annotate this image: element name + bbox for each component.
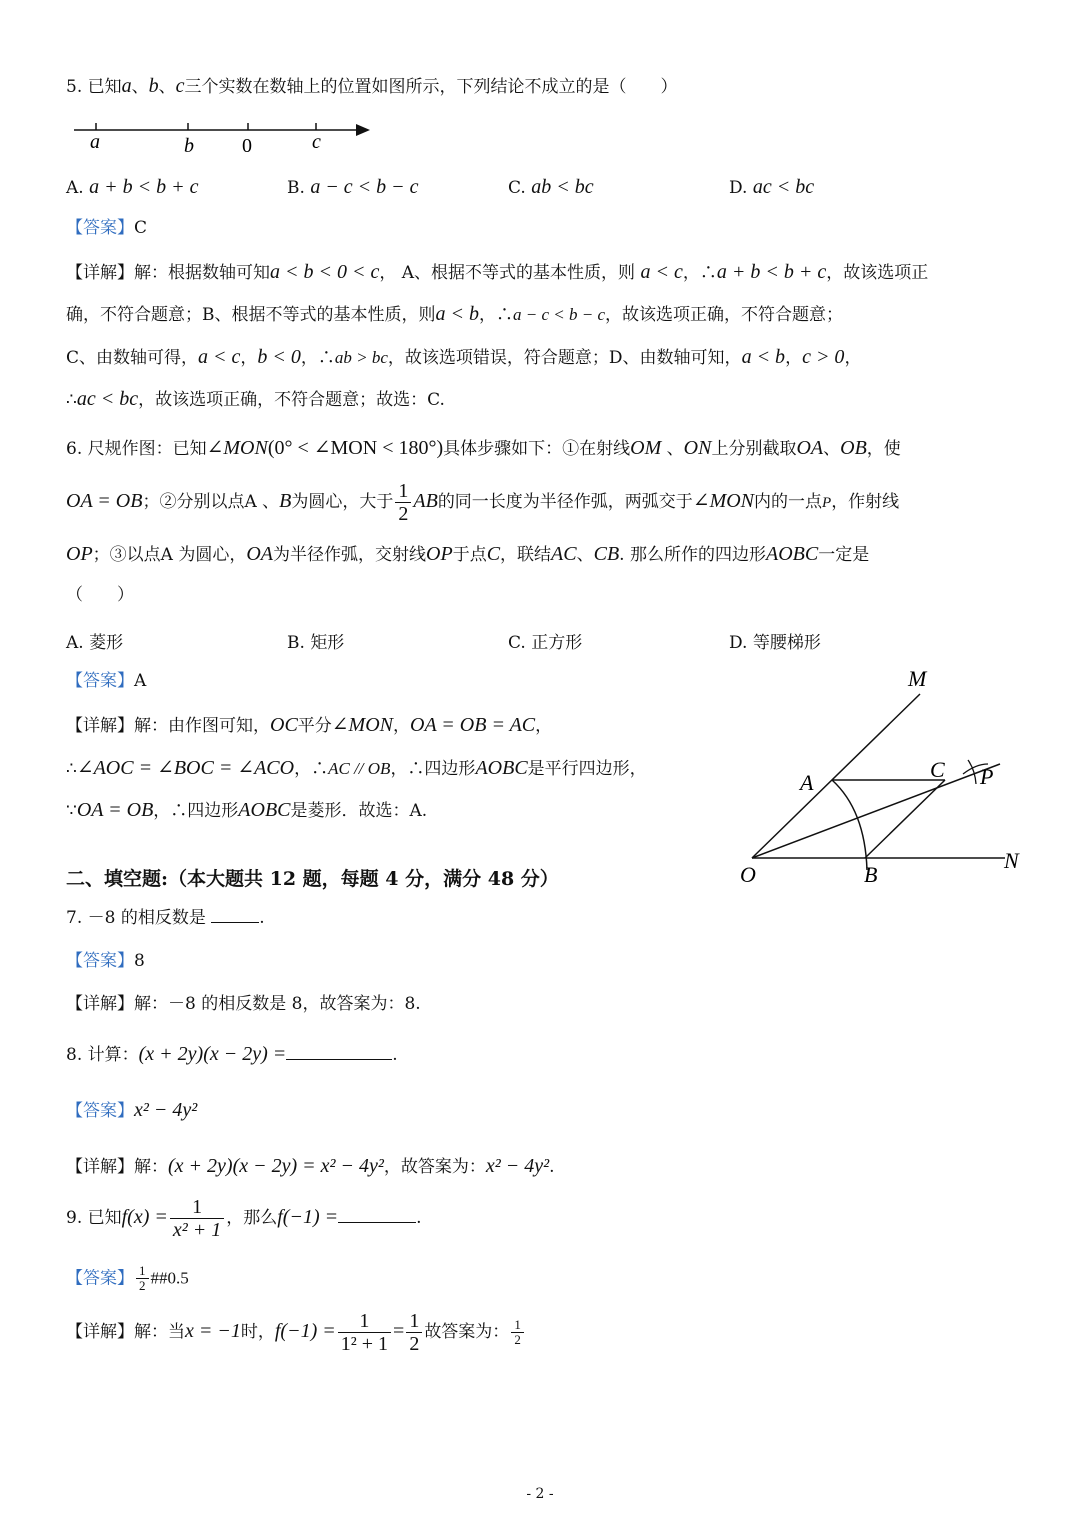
q5-option-c: C. ab < bc <box>508 176 594 198</box>
axis-label-zero: 0 <box>242 135 252 157</box>
q9-detail-fraction-2: $\frac{1}{2}$ <box>406 1310 422 1355</box>
q5-detail-line-3: C、由数轴可得，a < c，b < 0，∴ab > bc，故该选项错误，符合题意；D、由数轴可知，a < b，c > 0， <box>66 346 862 368</box>
q6-detail-line-2: ∴∠AOC = ∠BOC = ∠ACO，∴AC // OB，∴四边形AOBC是平行四边形， <box>66 757 647 779</box>
q9-detail-fraction-1: $\frac{1}{\text{1² + 1}}$ <box>338 1310 391 1355</box>
segment-cb <box>865 780 945 858</box>
q6-stem-line-1: 6. 尺规作图：已知∠MON(0° < ∠MON < 180°)具体步骤如下：①在射线OM 、ON上分别截取OA、OB，使 <box>66 437 901 459</box>
q9-stem: 9. 已知f(x) = $\frac{1}{\text{x² + 1}}$ ，那么f(−1) = . <box>66 1196 422 1241</box>
q8-detail: 【详解】解：(x + 2y)(x − 2y) = x² − 4y²，故答案为：x² − 4y². <box>66 1155 555 1177</box>
fig-label-c: C <box>930 757 945 782</box>
q6-detail-line-1: 【详解】解：由作图可知，OC平分∠MON，OA = OB = AC， <box>66 714 553 736</box>
q7-answer-blank <box>211 921 259 923</box>
q9-detail-fraction-3: $\frac{1}{2}$ <box>511 1318 524 1348</box>
number-line-figure <box>66 112 386 160</box>
q9-fraction: $\frac{1}{\text{x² + 1}}$ <box>170 1196 224 1241</box>
q9-answer-blank <box>338 1221 416 1223</box>
ray-op <box>752 764 1000 858</box>
q5-option-d: D. ac < bc <box>729 176 815 198</box>
q6-stem-line-4: （ ） <box>66 585 134 605</box>
axis-label-c: c <box>312 131 321 153</box>
q5-detail-line-4: ∴ac < bc，故该选项正确，不符合题意；故选：C. <box>66 388 445 410</box>
q6-answer: 【答案】A <box>66 671 147 691</box>
section-2-title: 二、填空题:（本大题共 12 题，每题 4 分，满分 48 分） <box>66 868 559 890</box>
rhombus-construction-figure <box>730 660 1030 895</box>
q5-option-a: A. a + b < b + c <box>66 176 199 198</box>
q6-stem-line-2: OA = OB；②分别以点A 、B为圆心，大于 $\frac{1}{2}$ AB的同一长度为半径作弧，两弧交于∠MON内的一点P，作射线 <box>66 480 900 525</box>
q6-option-d: D. 等腰梯形 <box>729 633 821 653</box>
q5-stem: 5. 已知a、b、c三个实数在数轴上的位置如图所示，下列结论不成立的是（ ） <box>66 75 678 97</box>
q8-answer-blank <box>286 1058 392 1060</box>
fig-label-b: B <box>864 862 878 887</box>
fig-label-o: O <box>740 862 756 887</box>
q6-option-a: A. 菱形 <box>66 633 124 653</box>
fig-label-p: P <box>980 764 994 789</box>
fig-label-a: A <box>800 770 814 795</box>
q6-option-c: C. 正方形 <box>508 633 583 653</box>
q7-stem: 7. －8 的相反数是 . <box>66 908 265 928</box>
page-number: - 2 - <box>526 1486 554 1502</box>
q7-answer: 【答案】8 <box>66 951 145 971</box>
q5-option-b: B. a − c < b − c <box>287 176 419 198</box>
axis-label-b: b <box>184 135 194 157</box>
q9-answer-fraction: $\frac{1}{2}$ <box>136 1264 149 1294</box>
q5-detail-line-1: 【详解】解：根据数轴可知a < b < 0 < c， A、根据不等式的基本性质，则 a < c，∴a + b < b + c，故该选项正 <box>66 261 929 283</box>
q6-detail-line-3: ∵OA = OB，∴四边形AOBC是菱形．故选：A. <box>66 799 428 821</box>
q6-option-b: B. 矩形 <box>287 633 345 653</box>
q5-answer: 【答案】C <box>66 218 148 238</box>
q5-detail-line-2: 确，不符合题意；B、根据不等式的基本性质，则a < b，∴a − c < b − c，故该选项正确，不符合题意； <box>66 303 844 325</box>
fig-label-n: N <box>1004 848 1019 873</box>
axis-label-a: a <box>90 131 100 153</box>
half-fraction: $\frac{1}{2}$ <box>395 480 411 525</box>
q7-detail: 【详解】解：－8 的相反数是 8，故答案为：8. <box>66 994 421 1014</box>
fig-label-m: M <box>908 666 927 691</box>
q8-answer: 【答案】x² − 4y² <box>66 1099 198 1121</box>
q6-stem-line-3: OP；③以点A 为圆心，OA为半径作弧，交射线OP于点C，联结AC、CB. 那么所作的四边形AOBC一定是 <box>66 543 870 565</box>
q8-stem: 8. 计算：(x + 2y)(x − 2y) = . <box>66 1043 398 1065</box>
q9-answer: 【答案】 $\frac{1}{2}$ ##0.5 <box>66 1263 189 1294</box>
q9-detail: 【详解】解：当x = −1时，f(−1) = $\frac{1}{\text{1² + 1}}$ = $\frac{1}{2}$ 故答案为： $\frac{1}{2}$ <box>66 1310 526 1355</box>
ray-om <box>752 694 920 858</box>
